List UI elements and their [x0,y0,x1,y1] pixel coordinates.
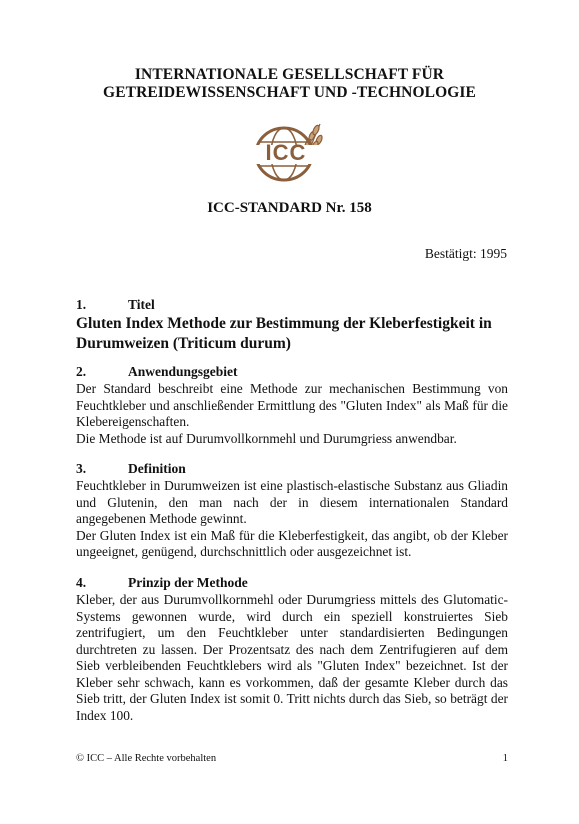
section-number: 4. [76,575,87,590]
section-title: Definition [128,461,186,476]
section-title: Titel [128,297,155,312]
document-title: Gluten Index Methode zur Bestimmung der Kleberfestigkeit in Durumweizen (Triticum durum) [76,315,492,352]
approval-date: Bestätigt: 1995 [424,246,507,261]
section-number: 3. [76,461,87,476]
section-number: 1. [76,297,87,312]
section-heading-2 [76,364,238,380]
section-title: Prinzip der Methode [128,575,248,590]
organization-name-line1: INTERNATIONALE GESELLSCHAFT FÜR [134,66,445,83]
section-body-3 [76,478,508,561]
copyright-notice: © ICC – Alle Rechte vorbehalten [76,753,217,764]
page-number: 1 [502,753,508,764]
paragraph: Die Methode ist auf Durumvollkornmehl und Durumgriess anwendbar. [76,430,457,446]
paragraph: Der Standard beschreibt eine Methode zur mechanischen Bestimmung von Feuchtkleber und anschließender Ermittlung des "Gluten Index" als Maß für die Klebereigenschaften. [76,381,508,429]
standard-number: ICC-STANDARD Nr. 158 [207,200,372,216]
section-number: 2. [76,364,87,379]
section-title: Anwendungsgebiet [128,364,238,379]
section-body-4 [76,592,508,724]
section-heading-4 [76,575,248,591]
icc-logo [246,118,332,184]
section-heading-1 [76,297,155,313]
paragraph: Der Gluten Index ist ein Maß für die Kleberfestigkeit, das angibt, ob der Kleber ungeeignet, genügend, durchschnittlich oder ausgezeichnet ist. [76,527,508,559]
paragraph: Kleber, der aus Durumvollkornmehl oder Durumgriess mittels des Glutomatic-Systems gewonnen wurde, wird durch ein speziell konstruiertes Sieb zentrifugiert, um den Feuchtkleber unter standardisierten Bedingungen durchtreten zu lassen. Der Prozentsatz des nach dem Zentrifugieren auf dem Sieb verbleibenden Feuchtklebers wird als "Gluten Index" bezeichnet. Ist der Kleber sehr schwach, kann es vorkommen, daß der gesamte Kleber durch das Sieb tritt, der Gluten Index ist somit 0. Tritt nichts durch das Sieb, so beträgt der Index 100. [76,592,508,723]
organization-name-line2: GETREIDEWISSENSCHAFT UND -TECHNOLOGIE [103,84,476,101]
logo-lettering: ICC [265,140,307,165]
section-heading-3 [76,461,186,477]
paragraph: Feuchtkleber in Durumweizen ist eine plastisch-elastische Substanz aus Gliadin und Glutenin, den man nach der in diesem internationalen Standard angegebenen Methode gewinnt. [76,478,508,526]
section-body-2 [76,381,508,447]
